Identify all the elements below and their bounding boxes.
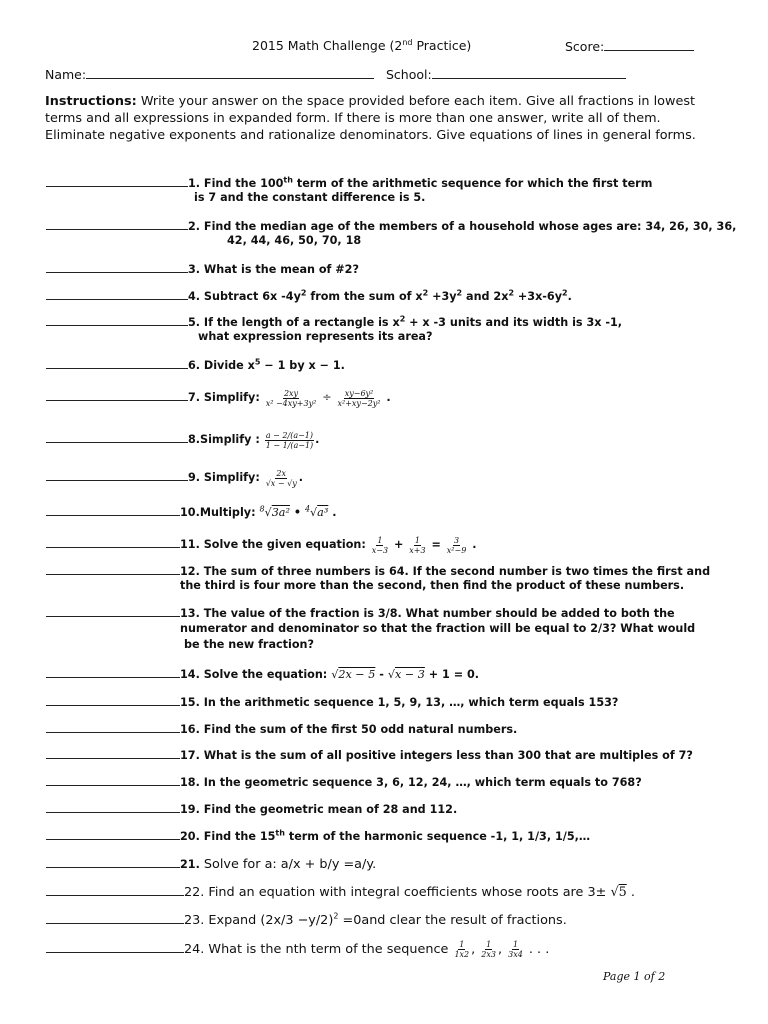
name-blank[interactable] [86,66,374,79]
q23-text-end: =0and clear the result of fractions. [338,913,567,928]
question-9 [46,468,303,488]
q11-text: 11. Solve the given equation: [180,538,366,551]
q24-numerator-3: 1 [512,940,519,949]
answer-blank-23[interactable] [46,911,184,924]
q24-denominator-3: 3x4 [508,950,523,959]
question-20 [46,827,590,845]
answer-blank-5[interactable] [46,313,188,326]
q24-end: . . . [528,942,550,957]
q4-sup: 2 [300,288,307,298]
q2-continuation: 42, 44, 46, 50, 70, 18 [227,234,362,247]
q21-number: 21. [180,858,200,871]
q1-text-end: term of the arithmetic sequence for which the first term [292,177,653,190]
q11-numerator-3: 3 [453,535,460,545]
page-number: Page 1 of 2 [603,970,666,983]
q24-denominator-2: 2x3 [481,950,496,959]
q4-text: from the sum of x [306,290,423,303]
q7-end: . [386,391,391,404]
title-text: 2015 Math Challenge (2 [252,38,403,53]
q11-fraction-1 [371,536,389,555]
q11-fraction-3 [446,536,468,555]
question-6 [46,356,345,374]
q24-numerator-2: 1 [486,940,492,949]
q11-numerator-1: 1 [377,535,383,545]
q1-continuation: is 7 and the constant difference is 5. [194,191,426,204]
q4-text: 4. Subtract 6x -4y [188,290,301,303]
q5-sup: 2 [399,314,406,324]
q4-sup: 2 [508,288,515,298]
question-19 [46,800,457,818]
answer-blank-17[interactable] [46,746,180,759]
q10-radicand-1: 3a² [271,506,290,519]
q5-continuation: what expression represents its area? [198,330,433,343]
q7-denominator-2: x²+xy−2y² [337,398,381,408]
q16-text: 16. Find the sum of the first 50 odd natural numbers. [180,723,518,736]
q18-text: 18. In the geometric sequence 3, 6, 12, 24, …, which term equals to 768? [180,776,642,789]
question-3 [46,260,359,278]
q1-text: 1. Find the 100 [188,177,284,190]
q23-text: 23. Expand (2x/3 −y/2) [184,913,334,928]
score-label: Score: [565,39,605,54]
q6-text-end: − 1 by x − 1. [260,359,345,372]
question-13 [46,604,675,622]
q10-text: 10.Multiply: [180,506,256,519]
question-24: 24. What is the nth term of the sequence $\frac{1}{1x2}$ , $\frac{1}{2x3}$ , $\frac{1}{3x4}$ . . . [46,940,549,959]
q8-denominator: 1 − 1/(a−1) [265,440,314,450]
q13-continuation: numerator and denominator so that the fraction will be equal to 2/3? What would [180,622,696,635]
q12-continuation: the third is four more than the second, then find the product of these numbers. [180,579,685,592]
q14-text-end: + 1 = 0. [424,668,480,681]
q4-sup: 2 [422,288,429,298]
q24-fraction-3 [507,940,524,959]
q11-denominator-3: x²−9 [446,545,467,555]
q13-continuation-2: be the new fraction? [184,638,314,651]
q14-text: 14. Solve the equation: [180,668,328,681]
q3-text: 3. What is the mean of #2? [188,263,359,276]
answer-blank-11[interactable] [46,535,180,548]
title-text-end: Practice) [412,38,472,53]
q10-index-2: 4 [304,504,311,514]
q7-denominator-1: x² −4xy+3y² [265,398,317,408]
q11-end: . [472,538,477,551]
q9-fraction [265,469,298,488]
q9-numerator: 2x [276,468,287,478]
question-2 [46,217,736,235]
q22-radical: √5 [610,885,627,900]
answer-blank-22[interactable] [46,883,184,896]
q9-denominator: √x − √y [265,478,297,488]
answer-blank-15[interactable] [46,693,180,706]
question-11 [46,535,476,555]
question-23 [46,911,567,929]
question-8 [46,430,319,450]
q7-numerator-1: 2xy [283,388,299,398]
q23-sup: 2 [333,911,339,921]
q24-fraction-1 [453,940,470,959]
answer-blank-14[interactable] [46,665,180,678]
instructions [45,93,717,144]
question-22 [46,883,635,901]
question-10 [46,503,336,521]
answer-blank-18[interactable] [46,773,180,786]
answer-blank-13[interactable] [46,604,180,617]
answer-blank-19[interactable] [46,800,180,813]
q21-text: Solve for a: a/x + b/y =a/y. [199,857,377,872]
answer-blank-2[interactable] [46,217,188,230]
q11-fraction-2 [408,536,426,555]
q8-end: . [315,433,320,446]
answer-blank-16[interactable] [46,720,180,733]
q4-text: +3y [428,290,457,303]
question-17 [46,746,693,764]
answer-blank-20[interactable] [46,827,180,840]
q8-fraction [265,431,314,450]
answer-blank-4[interactable] [46,287,188,300]
q14-radicand-1: 2x − 5 [338,668,376,681]
question-15 [46,693,618,711]
question-16 [46,720,517,738]
q4-text: and 2x [462,290,509,303]
q14-radical-1: √2x − 5 [331,668,376,681]
q14-minus: - [375,668,388,681]
q10-end: . [332,506,337,519]
q4-sup: 2 [456,288,463,298]
school-field [386,66,626,82]
q1-sup: th [283,175,293,185]
q24-denominator-1: 1x2 [454,950,470,959]
name-field [45,66,374,82]
q5-text-end: + x -3 units and its width is 3x -1, [405,316,623,329]
q12-text: 12. The sum of three numbers is 64. If the second number is two times the first and [180,565,711,578]
q5-text: 5. If the length of a rectangle is x [188,316,400,329]
q14-radicand-2: x − 3 [394,668,425,681]
q13-text: 13. The value of the fraction is 3/8. What number should be added to both the [180,607,675,620]
q15-text: 15. In the arithmetic sequence 1, 5, 9, 13, …, which term equals 153? [180,696,619,709]
q20-text-end: term of the harmonic sequence -1, 1, 1/3, 1/5,… [284,830,591,843]
q22-end: . [626,885,635,900]
q20-sup: th [275,828,285,838]
instructions-label: Instructions: [45,94,137,109]
answer-blank-6[interactable] [46,356,188,369]
q10-index-1: 8 [259,504,265,514]
answer-blank-12[interactable] [46,562,180,575]
q17-text: 17. What is the sum of all positive integers less than 300 that are multiples of 7? [180,749,693,762]
q4-text: +3x-6y [514,290,563,303]
q7-text: 7. Simplify: [188,391,260,404]
q7-operator: ÷ [322,391,332,404]
answer-blank-3[interactable] [46,260,188,273]
question-18 [46,773,642,791]
q8-text: 8.Simplify : [188,433,260,446]
q22-radicand: 5 [618,885,627,900]
q7-fraction-1 [265,389,318,408]
q11-equals: = [431,538,441,551]
question-4 [46,287,572,305]
q4-sup: 2 [562,288,568,298]
question-14 [46,665,479,683]
school-blank[interactable] [432,66,626,79]
answer-blank-21[interactable] [46,855,180,868]
q24-numerator-1: 1 [459,940,465,949]
q10-radicand-2: a³ [317,506,329,519]
q2-text: 2. Find the median age of the members of a household whose ages are: 34, 26, 30, 36, [188,220,737,233]
q22-text: 22. Find an equation with integral coefficients whose roots are 3± [184,885,607,900]
score-blank[interactable] [604,38,694,51]
question-21 [46,855,376,873]
q6-sup: 5 [254,357,261,367]
q14-radical-2: √x − 3 [387,668,425,681]
worksheet-title [252,38,471,53]
question-7 [46,388,391,408]
answer-blank-7[interactable] [46,388,188,401]
q10-radical-2: $^4$√a³ [304,504,329,519]
q9-end: . [298,471,303,484]
q11-denominator-2: x+3 [409,545,426,555]
q11-denominator-1: x−3 [371,545,389,555]
q8-numerator: a − 2/(a−1) [265,430,314,440]
q7-numerator-2: xy−6y² [344,388,374,398]
q24-fraction-2 [480,940,497,959]
q11-plus: + [394,538,404,551]
school-label: School: [386,67,432,82]
q19-text: 19. Find the geometric mean of 28 and 112. [180,803,458,816]
answer-blank-10[interactable] [46,503,180,516]
q4-text: . [567,290,572,303]
name-label: Name: [45,67,87,82]
answer-blank-1[interactable] [46,174,188,187]
answer-blank-24[interactable] [46,940,184,953]
q10-operator: • [293,506,302,519]
answer-blank-9[interactable] [46,468,188,481]
q9-text: 9. Simplify: [188,471,260,484]
instructions-text: Write your answer on the space provided before each item. Give all fractions in lowest terms and all expressions in expanded form. If there is more than one answer, write all of them. Eliminate negative exponents and rationalize denominators. Give equations of lines in general forms. [45,94,696,143]
score-field [565,38,694,54]
answer-blank-8[interactable] [46,430,188,443]
q11-numerator-2: 1 [414,535,420,545]
q7-fraction-2 [337,389,382,408]
title-superscript: nd [402,37,413,47]
q24-text: 24. What is the nth term of the sequence [184,942,449,957]
q10-radical-1: $^8$√3a² [259,504,290,519]
q20-text: 20. Find the 15 [180,830,276,843]
q6-text: 6. Divide x [188,359,255,372]
